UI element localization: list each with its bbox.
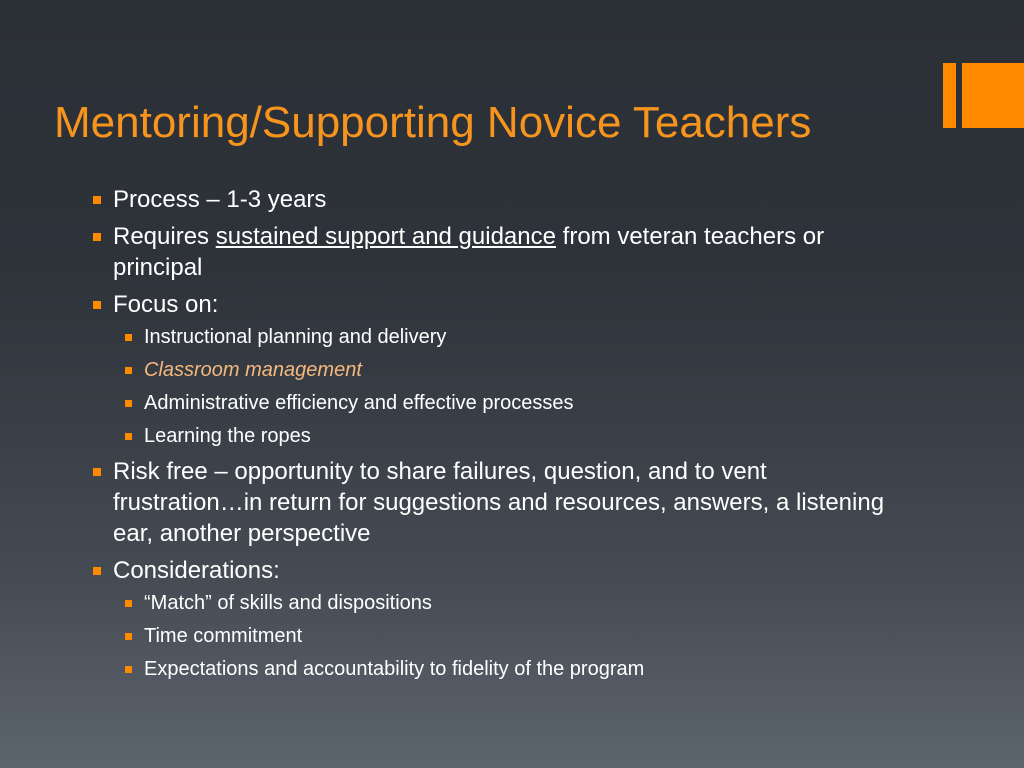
accent-bar-thin xyxy=(943,63,956,128)
accent-bar-wide xyxy=(962,63,1024,128)
sub-bullet-text: Administrative efficiency and effective processes xyxy=(144,392,574,414)
sub-bullet-text: Time commitment xyxy=(144,625,303,647)
bullet-text: Risk free – opportunity to share failures, question, and to vent frustration…in return for suggestions and resources, answers, a listening ear, another perspective xyxy=(113,458,885,547)
sub-bullet-text: “Match” of skills and dispositions xyxy=(144,592,432,614)
square-bullet-icon xyxy=(93,567,101,575)
bullet-text-suffix: from veteran teachers or principal xyxy=(113,223,825,281)
bullet-text-underlined: sustained support and guidance xyxy=(215,223,556,250)
square-bullet-icon xyxy=(93,301,101,309)
bullet-item-process xyxy=(93,184,893,215)
sub-bullet-text: Instructional planning and delivery xyxy=(144,326,447,348)
bullet-list xyxy=(93,184,893,689)
sub-bullet-text: Expectations and accountability to fidelity of the program xyxy=(144,658,645,680)
sub-bullet-item xyxy=(113,423,893,450)
square-bullet-icon xyxy=(125,334,132,341)
bullet-item-considerations xyxy=(93,555,893,683)
square-bullet-icon xyxy=(93,196,101,204)
sub-bullet-text: Learning the ropes xyxy=(144,425,311,447)
sub-bullet-list xyxy=(113,590,893,683)
bullet-text: Focus on: xyxy=(113,291,219,318)
square-bullet-icon xyxy=(125,633,132,640)
square-bullet-icon xyxy=(125,666,132,673)
bullet-text-prefix: Requires xyxy=(113,223,216,250)
square-bullet-icon xyxy=(125,367,132,374)
slide-title: Mentoring/Supporting Novice Teachers xyxy=(54,98,812,147)
sub-bullet-list xyxy=(113,324,893,450)
sub-bullet-item xyxy=(113,656,893,683)
bullet-text: Process – 1-3 years xyxy=(113,186,327,213)
bullet-item-requires xyxy=(93,221,893,283)
bullet-item-focus xyxy=(93,289,893,450)
square-bullet-icon xyxy=(93,468,101,476)
square-bullet-icon xyxy=(125,600,132,607)
sub-bullet-item xyxy=(113,390,893,417)
square-bullet-icon xyxy=(125,400,132,407)
sub-bullet-item xyxy=(113,623,893,650)
sub-bullet-text-emphasized: Classroom management xyxy=(144,359,362,381)
sub-bullet-item xyxy=(113,357,893,384)
sub-bullet-item xyxy=(113,590,893,617)
bullet-text: Considerations: xyxy=(113,557,280,584)
bullet-item-risk-free xyxy=(93,456,893,549)
square-bullet-icon xyxy=(125,433,132,440)
square-bullet-icon xyxy=(93,233,101,241)
sub-bullet-item xyxy=(113,324,893,351)
